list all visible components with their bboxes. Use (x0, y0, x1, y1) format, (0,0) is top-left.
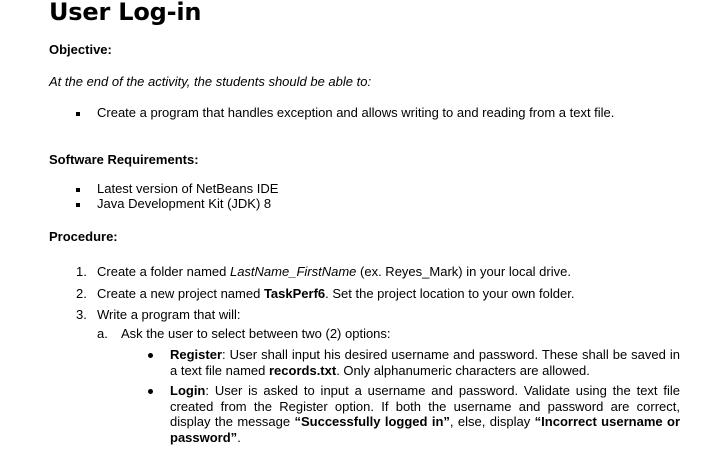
software-heading: Software Requirements: (49, 152, 199, 167)
bullet-dot (148, 389, 153, 394)
bullet-square (76, 112, 80, 116)
step-number: 3. (76, 307, 87, 322)
procedure-heading: Procedure: (49, 229, 118, 244)
objective-intro: At the end of the activity, the students should be able to: (49, 74, 372, 89)
step-1: Create a folder named LastName_FirstName (ex. Reyes_Mark) in your local drive. (97, 264, 571, 279)
objective-item: Create a program that handles exception and allows writing to and reading from a text file. (97, 105, 615, 120)
bullet-square (76, 188, 80, 192)
objective-heading: Objective: (49, 42, 112, 57)
register-option: Register: User shall input his desired username and password. These shall be saved in a text file named records.txt. Only alphanumeric characters are allowed. (170, 347, 680, 378)
substep-letter: a. (97, 326, 108, 341)
software-item: Latest version of NetBeans IDE (97, 181, 279, 196)
substep-a: Ask the user to select between two (2) options: (121, 326, 391, 341)
bullet-dot (148, 353, 153, 358)
login-option: Login: User is asked to input a username and password. Validate using the text file created from the Register option. If both the username and password are correct, display the message “Successfully logged in”, else, display “Incorrect username or password”. (170, 383, 680, 445)
software-item: Java Development Kit (JDK) 8 (97, 196, 272, 211)
bullet-square (76, 203, 80, 207)
step-2: Create a new project named TaskPerf6. Set the project location to your own folder. (97, 286, 575, 301)
page-title: User Log-in (49, 0, 202, 26)
step-number: 2. (76, 286, 87, 301)
step-3: Write a program that will: (97, 307, 241, 322)
step-number: 1. (76, 264, 87, 279)
